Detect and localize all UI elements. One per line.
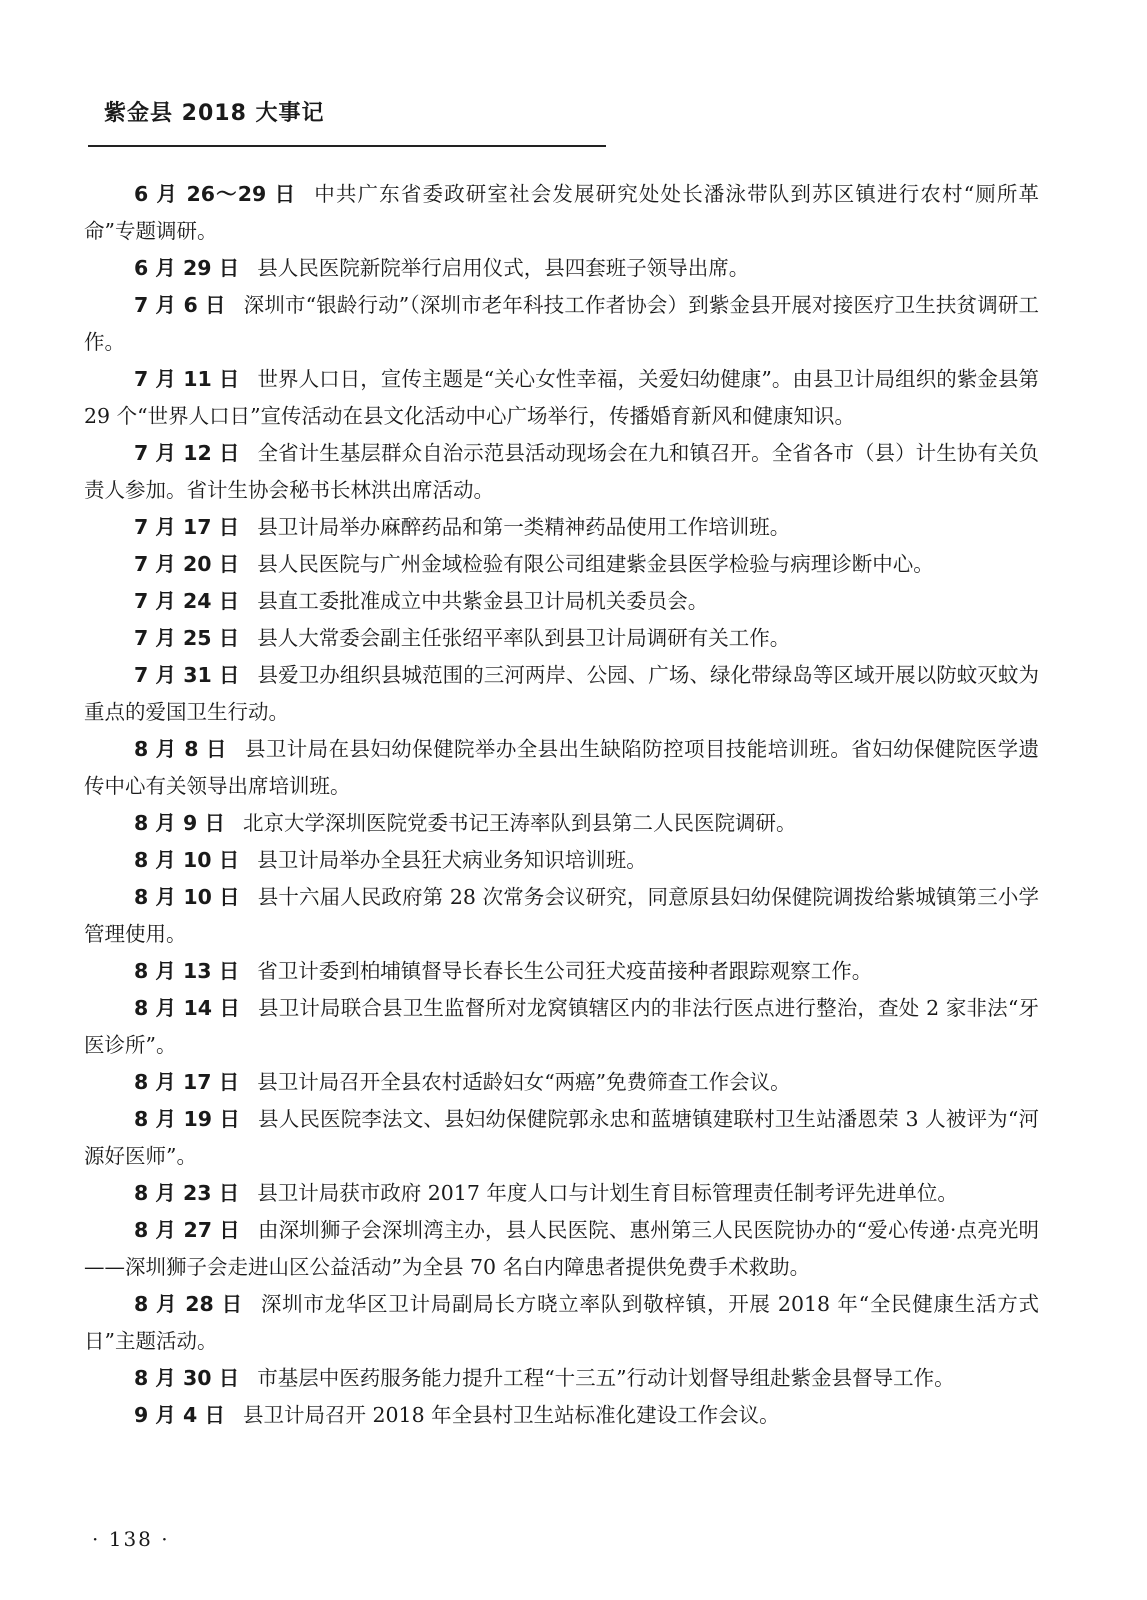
entry-text: 县卫计局召开全县农村适龄妇女“两癌”免费筛查工作会议。 [257, 1070, 791, 1094]
chronicle-entry [84, 805, 1039, 842]
entry-text: 县人大常委会副主任张绍平率队到县卫计局调研有关工作。 [257, 626, 791, 650]
entry-text: 县人民医院新院举行启用仪式，县四套班子领导出席。 [257, 256, 750, 280]
chronicle-entry [84, 1101, 1039, 1175]
entry-date: 8 月 9 日 [134, 811, 225, 835]
chronicle-entry [84, 842, 1039, 879]
chronicle-entry [84, 657, 1039, 731]
entry-text: 县卫计局举办麻醉药品和第一类精神药品使用工作培训班。 [257, 515, 791, 539]
entry-text: 中共广东省委政研室社会发展研究处处长潘泳带队到苏区镇进行农村“厕所革命”专题调研。 [84, 182, 1039, 243]
page-number: · 138 · [92, 1527, 170, 1551]
chronicle-entry [84, 435, 1039, 509]
chronicle-entry [84, 361, 1039, 435]
entry-date: 8 月 28 日 [134, 1292, 243, 1316]
chronicle-entry [84, 1397, 1039, 1434]
chronicle-entry [84, 1175, 1039, 1212]
entry-date: 7 月 31 日 [134, 663, 240, 687]
entry-date: 7 月 6 日 [134, 293, 226, 317]
entry-text: 县卫计局在县妇幼保健院举办全县出生缺陷防控项目技能培训班。省妇幼保健院医学遗传中心有关领导出席培训班。 [84, 737, 1039, 798]
entry-text: 深圳市“银龄行动”（深圳市老年科技工作者协会）到紫金县开展对接医疗卫生扶贫调研工作。 [84, 293, 1039, 354]
entry-text: 县卫计局召开 2018 年全县村卫生站标准化建设工作会议。 [242, 1403, 780, 1427]
entry-text: 县人民医院与广州金域检验有限公司组建紫金县医学检验与病理诊断中心。 [257, 552, 934, 576]
entry-text: 深圳市龙华区卫计局副局长方晓立率队到敬梓镇，开展 2018 年“全民健康生活方式日”主题活动。 [84, 1292, 1039, 1353]
chronicle-entry [84, 879, 1039, 953]
entry-date: 8 月 14 日 [134, 996, 241, 1020]
entry-date: 7 月 20 日 [134, 552, 240, 576]
entry-text: 省卫计委到柏埔镇督导长春长生公司狂犬疫苗接种者跟踪观察工作。 [257, 959, 873, 983]
chronicle-entry [84, 1064, 1039, 1101]
entry-text: 县人民医院李法文、县妇幼保健院郭永忠和蓝塘镇建联村卫生站潘恩荣 3 人被评为“河源好医师”。 [84, 1107, 1039, 1168]
running-header: 紫金县 2018 大事记 [104, 101, 325, 126]
chronicle-entry [84, 287, 1039, 361]
entry-date: 8 月 10 日 [134, 885, 240, 909]
entry-text: 县卫计局举办全县狂犬病业务知识培训班。 [257, 848, 647, 872]
entry-date: 8 月 17 日 [134, 1070, 240, 1094]
entry-text: 北京大学深圳医院党委书记王涛率队到县第二人民医院调研。 [242, 811, 797, 835]
chronicle-entry [84, 509, 1039, 546]
entry-text: 县卫计局联合县卫生监督所对龙窝镇辖区内的非法行医点进行整治，查处 2 家非法“牙医诊所”。 [84, 996, 1039, 1057]
header-rule [88, 145, 606, 147]
entry-text: 世界人口日，宣传主题是“关心女性幸福，关爱妇幼健康”。由县卫计局组织的紫金县第 29 个“世界人口日”宣传活动在县文化活动中心广场举行，传播婚育新风和健康知识。 [84, 367, 1039, 428]
entry-date: 7 月 12 日 [134, 441, 240, 465]
entry-text: 全省计生基层群众自治示范县活动现场会在九和镇召开。全省各市（县）计生协有关负责人参加。省计生协会秘书长林洪出席活动。 [84, 441, 1040, 502]
chronicle-entry [84, 990, 1039, 1064]
entry-date: 8 月 19 日 [134, 1107, 241, 1131]
entry-date: 8 月 30 日 [134, 1366, 240, 1390]
chronicle-entry [84, 731, 1039, 805]
entry-text: 由深圳狮子会深圳湾主办，县人民医院、惠州第三人民医院协办的“爱心传递·点亮光明——深圳狮子会走进山区公益活动”为全县 70 名白内障患者提供免费手术救助。 [84, 1218, 1039, 1279]
chronicle-entry [84, 620, 1039, 657]
entry-date: 8 月 8 日 [134, 737, 227, 761]
chronicle-entry [84, 250, 1039, 287]
entry-text: 县十六届人民政府第 28 次常务会议研究，同意原县妇幼保健院调拨给紫城镇第三小学管理使用。 [84, 885, 1039, 946]
chronicle-entries [84, 176, 1039, 1434]
chronicle-entry [84, 546, 1039, 583]
entry-date: 6 月 29 日 [134, 256, 240, 280]
chronicle-entry [84, 1286, 1039, 1360]
chronicle-entry [84, 1212, 1039, 1286]
entry-date: 6 月 26～29 日 [134, 182, 297, 206]
entry-date: 7 月 24 日 [134, 589, 240, 613]
entry-date: 8 月 13 日 [134, 959, 240, 983]
entry-text: 县卫计局获市政府 2017 年度人口与计划生育目标管理责任制考评先进单位。 [257, 1181, 958, 1205]
entry-text: 县直工委批准成立中共紫金县卫计局机关委员会。 [257, 589, 709, 613]
entry-date: 8 月 27 日 [134, 1218, 240, 1242]
chronicle-entry [84, 583, 1039, 620]
entry-date: 7 月 25 日 [134, 626, 240, 650]
chronicle-entry [84, 176, 1039, 250]
entry-text: 市基层中医药服务能力提升工程“十三五”行动计划督导组赴紫金县督导工作。 [257, 1366, 955, 1390]
entry-date: 7 月 11 日 [134, 367, 240, 391]
entry-date: 7 月 17 日 [134, 515, 240, 539]
entry-date: 9 月 4 日 [134, 1403, 225, 1427]
entry-date: 8 月 23 日 [134, 1181, 240, 1205]
chronicle-entry [84, 953, 1039, 990]
chronicle-entry [84, 1360, 1039, 1397]
entry-date: 8 月 10 日 [134, 848, 240, 872]
entry-text: 县爱卫办组织县城范围的三河两岸、公园、广场、绿化带绿岛等区域开展以防蚊灭蚊为重点的爱国卫生行动。 [84, 663, 1040, 724]
